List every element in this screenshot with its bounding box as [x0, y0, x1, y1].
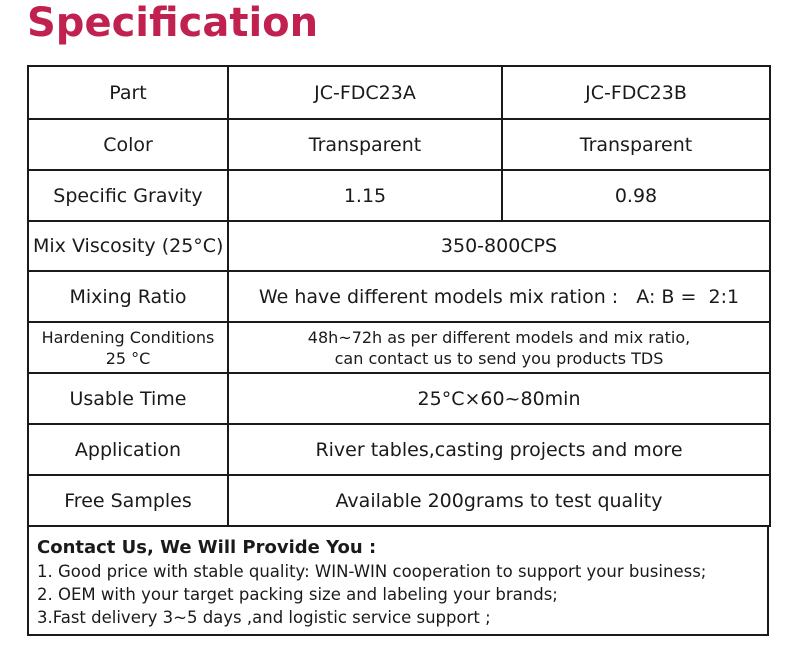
- row-label-specific-gravity: Specific Gravity: [28, 170, 228, 221]
- table-row-hardening-conditions: [28, 322, 770, 373]
- application-value: River tables,casting projects and more: [228, 424, 770, 475]
- row-label-hardening-conditions: [28, 322, 228, 373]
- row-label-part: Part: [28, 66, 228, 119]
- specification-table: [27, 65, 771, 527]
- mix-viscosity-value: 350-800CPS: [228, 221, 770, 271]
- table-row-part: [28, 66, 770, 119]
- contact-item: 1. Good price with stable quality: WIN-WIN cooperation to support your business;: [37, 562, 707, 581]
- usable-time-value: 25°C×60~80min: [228, 373, 770, 424]
- free-samples-value: Available 200grams to test quality: [228, 475, 770, 526]
- row-label-mixing-ratio: Mixing Ratio: [28, 271, 228, 322]
- hardening-label-line-2: 25 °C: [105, 348, 151, 368]
- table-row-application: [28, 424, 770, 475]
- page-title: Specification: [27, 0, 319, 46]
- row-label-usable-time: Usable Time: [28, 373, 228, 424]
- row-label-mix-viscosity: Mix Viscosity (25°C): [28, 221, 228, 271]
- model-b-header: JC-FDC23B: [502, 66, 770, 119]
- contact-section: [27, 527, 769, 636]
- specific-gravity-value-a: 1.15: [228, 170, 502, 221]
- hardening-conditions-value: [228, 322, 770, 373]
- table-row-free-samples: [28, 475, 770, 526]
- specific-gravity-value-b: 0.98: [502, 170, 770, 221]
- table-row-mixing-ratio: [28, 271, 770, 322]
- model-a-header: JC-FDC23A: [228, 66, 502, 119]
- mixing-ratio-value: We have different models mix ration : A: B = 2:1: [228, 271, 770, 322]
- row-label-application: Application: [28, 424, 228, 475]
- row-label-free-samples: Free Samples: [28, 475, 228, 526]
- table-row-color: [28, 119, 770, 170]
- table-row-mix-viscosity: [28, 221, 770, 271]
- color-value-a: Transparent: [228, 119, 502, 170]
- table-row-usable-time: [28, 373, 770, 424]
- contact-heading: Contact Us, We Will Provide You :: [37, 537, 377, 558]
- hardening-value-line-2: can contact us to send you products TDS: [334, 348, 664, 368]
- color-value-b: Transparent: [502, 119, 770, 170]
- row-label-color: Color: [28, 119, 228, 170]
- contact-item: 2. OEM with your target packing size and labeling your brands;: [37, 585, 558, 604]
- hardening-value-line-1: 48h~72h as per different models and mix ratio,: [307, 327, 691, 347]
- hardening-label-line-1: Hardening Conditions: [41, 327, 215, 347]
- contact-item: 3.Fast delivery 3~5 days ,and logistic service support ;: [37, 608, 491, 627]
- table-row-specific-gravity: [28, 170, 770, 221]
